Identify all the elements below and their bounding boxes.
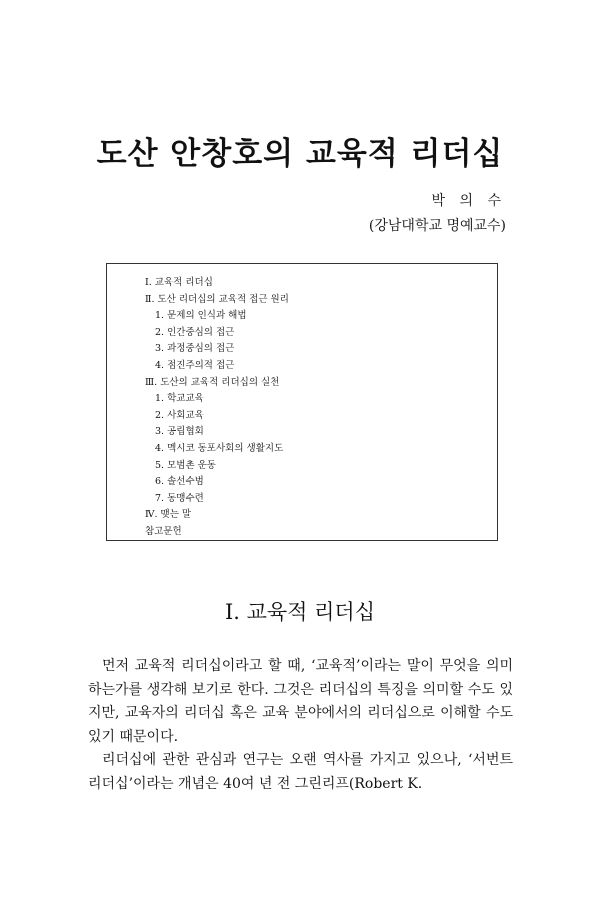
document-title: 도산 안창호의 교육적 리더십 bbox=[96, 136, 504, 172]
toc-item: 1. 학교교육 bbox=[155, 393, 204, 405]
toc-item: Ⅲ. 도산의 교육적 리더십의 실천 bbox=[145, 376, 280, 388]
toc-item: 6. 솔선수범 bbox=[155, 476, 204, 488]
toc-item: 4. 점진주의적 접근 bbox=[155, 359, 235, 371]
table-of-contents bbox=[106, 263, 498, 541]
toc-item: Ⅳ. 맺는 말 bbox=[145, 509, 192, 521]
toc-item: 4. 멕시코 동포사회의 생활지도 bbox=[155, 442, 284, 454]
author-affiliation: (강남대학교 명예교수) bbox=[368, 218, 506, 234]
paragraph: 리더십에 관한 관심과 연구는 오랜 역사를 가지고 있으나, ‘서번트 리더십’이라는 개념은 40여 년 전 그린리프(Robert K. bbox=[88, 752, 513, 792]
toc-item: 5. 모범촌 운동 bbox=[155, 459, 216, 471]
toc-item: 1. 문제의 인식과 해법 bbox=[155, 310, 247, 322]
toc-item: 3. 공립협회 bbox=[155, 426, 204, 438]
toc-item: 2. 인간중심의 접근 bbox=[155, 326, 235, 338]
paragraph: 먼저 교육적 리더십이라고 할 때, ‘교육적’이라는 말이 무엇을 의미하는가를 생각해 보기로 한다. 그것은 리더십의 특징을 의미할 수도 있지만, 교육자의 리더십 혹은 교육 분야에서의 리더십으로 이해할 수도 있기 때문이다. bbox=[88, 658, 513, 745]
body-text bbox=[88, 655, 513, 796]
toc-item: 7. 동맹수련 bbox=[155, 492, 204, 504]
toc-list bbox=[145, 275, 289, 541]
toc-item: Ⅱ. 도산 리더십의 교육적 접근 원리 bbox=[145, 293, 289, 305]
toc-item: 3. 과정중심의 접근 bbox=[155, 343, 235, 355]
toc-item: 2. 사회교육 bbox=[155, 409, 204, 421]
toc-item: Ⅰ. 교육적 리더십 bbox=[145, 277, 213, 288]
author-name: 박 의 수 bbox=[431, 193, 506, 209]
toc-item: 참고문헌 bbox=[145, 525, 182, 537]
section-heading: Ⅰ. 교육적 리더십 bbox=[224, 600, 376, 624]
